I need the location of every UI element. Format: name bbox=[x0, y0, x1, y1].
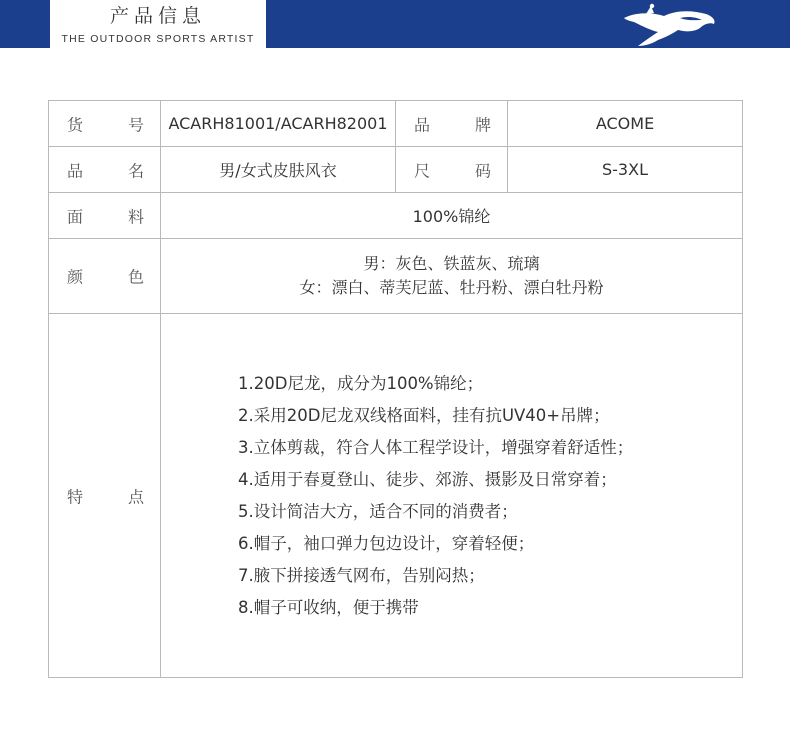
section-subtitle: THE OUTDOOR SPORTS ARTIST bbox=[61, 33, 255, 45]
value-name: 男/女式皮肤风衣 bbox=[161, 147, 396, 193]
label-brand: 品 牌 bbox=[396, 101, 508, 147]
label-name: 品 名 bbox=[49, 147, 161, 193]
table-row bbox=[49, 314, 743, 678]
title-box bbox=[50, 0, 266, 48]
bird-logo-icon bbox=[618, 2, 718, 48]
feature-item: 2.采用20D尼龙双线格面料，挂有抗UV40+吊牌； bbox=[238, 405, 610, 425]
table-row bbox=[49, 239, 743, 314]
label-item-no: 货 号 bbox=[49, 101, 161, 147]
label-features: 特 点 bbox=[49, 314, 161, 678]
value-fabric: 100%锦纶 bbox=[161, 193, 743, 239]
section-title: 产品信息 bbox=[109, 5, 206, 27]
value-colors bbox=[161, 239, 743, 314]
feature-item: 5.设计简洁大方，适合不同的消费者； bbox=[238, 501, 518, 521]
table-row bbox=[49, 193, 743, 239]
table-row bbox=[49, 101, 743, 147]
feature-list bbox=[238, 368, 742, 624]
feature-item: 1.20D尼龙，成分为100%锦纶； bbox=[238, 373, 484, 393]
label-size: 尺 码 bbox=[396, 147, 508, 193]
colors-men: 男：灰色、铁蓝灰、琉璃 bbox=[363, 254, 540, 273]
value-features bbox=[161, 314, 743, 678]
value-brand: ACOME bbox=[508, 101, 743, 147]
feature-item: 4.适用于春夏登山、徒步、郊游、摄影及日常穿着； bbox=[238, 469, 617, 489]
table-row bbox=[49, 147, 743, 193]
value-item-no: ACARH81001/ACARH82001 bbox=[161, 101, 396, 147]
product-info-table bbox=[48, 100, 743, 678]
value-size: S-3XL bbox=[508, 147, 743, 193]
feature-item: 8.帽子可收纳，便于携带 bbox=[238, 597, 419, 617]
feature-item: 7.腋下拼接透气网布，告别闷热； bbox=[238, 565, 485, 585]
label-fabric: 面 料 bbox=[49, 193, 161, 239]
feature-item: 3.立体剪裁，符合人体工程学设计，增强穿着舒适性； bbox=[238, 437, 634, 457]
label-colors: 颜 色 bbox=[49, 239, 161, 314]
header-banner bbox=[0, 0, 790, 48]
feature-item: 6.帽子，袖口弹力包边设计，穿着轻便； bbox=[238, 533, 535, 553]
colors-women: 女：漂白、蒂芙尼蓝、牡丹粉、漂白牡丹粉 bbox=[299, 278, 604, 297]
